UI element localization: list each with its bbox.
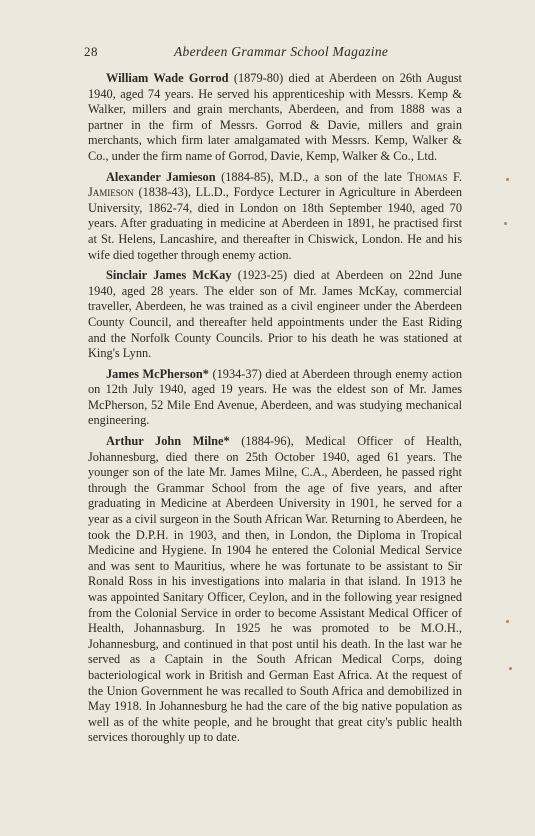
obituary-entry-jamieson [88,170,462,264]
obituary-entry-gorrod [88,71,462,165]
entry-name: William Wade Gorrod [106,71,229,85]
entry-text: (1879-80) died at Aberdeen on 26th August 1940, aged 74 years. He served his apprenticeship with Messrs. Kemp & Walker, millers and grain merchants, Aberdeen, and from 1888 was a partner in the firm of Messrs. Gorrod & Davie, millers and grain merchants, which firm later amalgamated with Messrs. Kemp, Walker & Co., under the firm name of Gorrod, Davie, Kemp, Walker & Co., Ltd. [88,71,462,163]
entry-smallcaps-name: Thomas F. Jamieson [88,169,462,200]
entry-text: (1884-85), M.D., a son of the late [215,169,408,184]
entry-text: (1934-37) died at Aberdeen through enemy action on 12th July 1940, aged 19 years. He was the eldest son of Mr. James McPherson, 52 Mile End Avenue, Aberdeen, and was studying mechanical engineering. [88,366,462,428]
foxing-spot [506,178,509,181]
foxing-spot [506,620,509,623]
obituary-list [88,71,462,751]
running-title: Aberdeen Grammar School Magazine [174,44,389,59]
obituary-entry-mckay [88,268,462,362]
entry-name: James McPherson* [106,366,209,381]
foxing-spot [504,222,507,225]
page-number: 28 [84,44,98,59]
foxing-spot [509,667,512,670]
page-header [84,44,455,62]
entry-text: (1884-96), Medical Officer of Health, Johannesburg, died there on 25th October 1940, aged 61 years. The younger son of the late Mr. James Milne, C.A., Aberdeen, he passed right through the Grammar School from the age of five years, and after graduating in Medicine at Aberdeen University in 1901, he served for a year as a civil surgeon in the South African War. Returning to Aberdeen, he took the D.P.H. in 1903, and then, in London, the Diploma in Tropical Medicine and Hygiene. In 1904 he entered the Colonial Medical Service and was sent to Mauritius, where he was fortunate to be assistant to Sir Ronald Ross in his investigations into malaria in that island. In 1913 he was appointed Sanitary Officer, Ceylon, and in the following year resigned from the Colonial Service in order to become Assistant Medical Officer of Health, Johannasburg. In 1925 he was promoted to be M.O.H., Johannesburg, and continued in that post until his death. In the last war he served as a Captain in the South African Medical Corps, doing bacteriological work in British and German East Africa. At the request of the Union Government he was recalled to South Africa and demobilized in May 1918. In Johannesburg he had the care of the big native population as well as of the white people, and he brought that great city's public health services thoroughly up to date. [88,434,462,745]
entry-text: (1838-43), LL.D., Fordyce Lecturer in Agriculture in Aberdeen University, 1862-74, died in London on 18th September 1940, aged 70 years. After graduating in medicine at Aberdeen in 1891, he practised first at St. Helens, Lancashire, and thereafter in Chiswick, London. He and his wife died together through enemy action. [88,185,462,262]
entry-name: Sinclair James McKay [106,268,232,283]
obituary-entry-mcpherson [88,367,462,429]
entry-name: Arthur John Milne* [106,434,230,449]
entry-text: (1923-25) died at Aberdeen on 22nd June 1940, aged 28 years. The elder son of Mr. James McKay, commercial traveller, Aberdeen, he was trained as a civil engineer under the Aberdeen County Council, and thereafter held appointments under the East Riding and the Norfolk County Councils. Prior to his death he was stationed at King's Lynn. [88,268,462,361]
obituary-entry-milne [88,434,462,746]
entry-name: Alexander Jamieson [106,169,216,184]
